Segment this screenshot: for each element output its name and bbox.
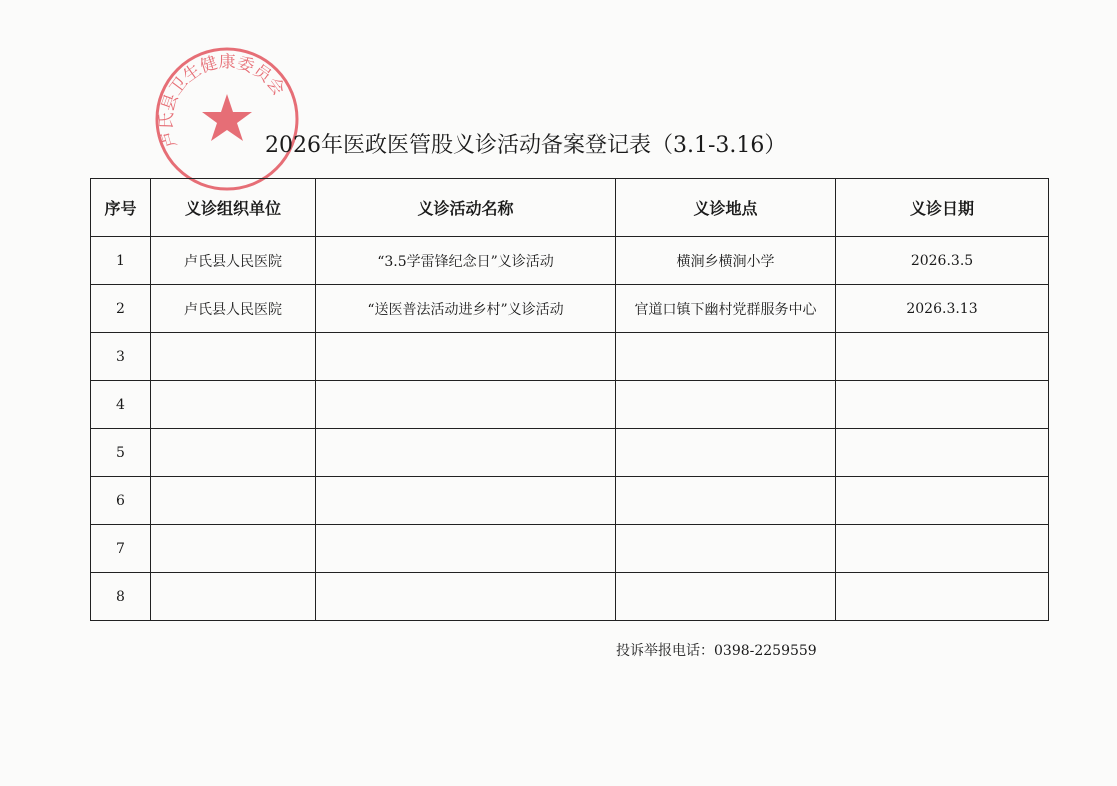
cell-index: 6 [91, 477, 151, 525]
cell-date [836, 429, 1049, 477]
table-row [91, 477, 1049, 525]
cell-date [836, 477, 1049, 525]
table-row [91, 285, 1049, 333]
table-row [91, 429, 1049, 477]
header-location: 义诊地点 [616, 179, 836, 237]
cell-index: 5 [91, 429, 151, 477]
cell-date [836, 573, 1049, 621]
cell-activity-name: “3.5学雷锋纪念日”义诊活动 [316, 237, 616, 285]
header-index: 序号 [91, 179, 151, 237]
cell-activity-name [316, 477, 616, 525]
header-organizer: 义诊组织单位 [151, 179, 316, 237]
cell-organizer [151, 381, 316, 429]
cell-organizer [151, 477, 316, 525]
cell-location: 横涧乡横涧小学 [616, 237, 836, 285]
cell-location [616, 381, 836, 429]
header-activity-name: 义诊活动名称 [316, 179, 616, 237]
cell-activity-name [316, 573, 616, 621]
table-row [91, 237, 1049, 285]
table-row [91, 381, 1049, 429]
cell-organizer [151, 429, 316, 477]
cell-date: 2026.3.5 [836, 237, 1049, 285]
table-row [91, 525, 1049, 573]
official-seal-stamp [152, 44, 302, 194]
cell-location [616, 477, 836, 525]
cell-organizer: 卢氏县人民医院 [151, 237, 316, 285]
complaint-hotline: 投诉举报电话：0398-2259559 [616, 643, 817, 659]
cell-activity-name: “送医普法活动进乡村”义诊活动 [316, 285, 616, 333]
cell-index: 2 [91, 285, 151, 333]
cell-location [616, 429, 836, 477]
page-title: 2026年医政医管股义诊活动备案登记表（3.1-3.16） [265, 133, 787, 158]
cell-index: 1 [91, 237, 151, 285]
cell-date [836, 381, 1049, 429]
star-icon [202, 94, 252, 141]
cell-index: 8 [91, 573, 151, 621]
cell-location [616, 573, 836, 621]
cell-location [616, 333, 836, 381]
cell-index: 7 [91, 525, 151, 573]
svg-text:卢氏县卫生健康委员会: 卢氏县卫生健康委员会 [156, 52, 289, 151]
cell-index: 4 [91, 381, 151, 429]
cell-date [836, 525, 1049, 573]
cell-organizer [151, 525, 316, 573]
table-row [91, 573, 1049, 621]
cell-date: 2026.3.13 [836, 285, 1049, 333]
cell-organizer [151, 333, 316, 381]
header-date: 义诊日期 [836, 179, 1049, 237]
table-header-row [91, 179, 1049, 237]
cell-index: 3 [91, 333, 151, 381]
cell-activity-name [316, 429, 616, 477]
cell-date [836, 333, 1049, 381]
registration-table [90, 178, 1049, 621]
cell-location: 官道口镇下幽村党群服务中心 [616, 285, 836, 333]
cell-activity-name [316, 381, 616, 429]
table-row [91, 333, 1049, 381]
cell-location [616, 525, 836, 573]
cell-activity-name [316, 333, 616, 381]
cell-organizer [151, 573, 316, 621]
cell-organizer: 卢氏县人民医院 [151, 285, 316, 333]
cell-activity-name [316, 525, 616, 573]
